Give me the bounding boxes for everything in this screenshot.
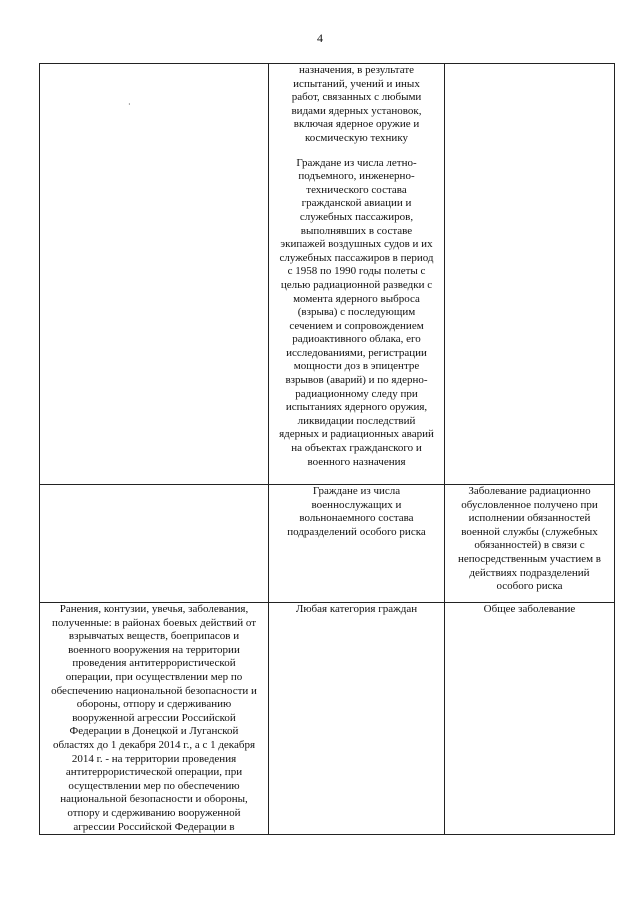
- table-cell-cause: Заболевание радиационно обусловленное получено при исполнении обязанностей военной службы (служебных обязанностей) в связи с непосредственным участием в действиях подразделений особого риска: [445, 485, 615, 603]
- table-cell-condition: [40, 485, 269, 603]
- table-cell-category: [269, 64, 445, 485]
- table-cell-condition: Ранения, контузии, увечья, заболевания, полученные: в районах боевых действий от взрывчатых веществ, боеприпасов и военного вооружения на территории проведения антитеррористической операции, при осуществлении мер по обеспечению национальной безопасности и обороны, отпору и сдерживанию вооруженной агрессии Российской Федерации в Донецкой и Луганской областях до 1 декабря 2014 г., а с 1 декабря 2014 г. - на территории проведения антитеррористической операции, при осуществлении мер по обеспечению национальной безопасности и обороны, отпору и сдерживанию вооруженной агрессии Российской Федерации в: [40, 603, 269, 835]
- stray-mark: ·: [128, 100, 131, 109]
- table-cell-category: Любая категория граждан: [269, 603, 445, 835]
- category-paragraph: назначения, в результате испытаний, учений и иных работ, связанных с любыми видами ядерных установок, включая ядерное оружие и космическую технику: [291, 64, 422, 144]
- table-cell-condition: [40, 64, 269, 485]
- table-cell-cause: [445, 64, 615, 485]
- category-paragraph: Граждане из числа летно- подъемного, инженерно- технического состава гражданской авиации и служебных пассажиров, выполнявших в составе экипажей воздушных судов и их служебных пассажиров в период с 1958 по 1990 годы полеты с целью радиационной разведки с момента ядерного выброса (взрыва) с последующим сечением и сопровождением радиоактивного облака, его исследованиями, регистрации мощности доз в эпицентре взрывов (аварий) и по ядерно- радиационному следу при испытаниях ядерного оружия, ликвидации последствий ядерных и радиационных аварий на объектах гражданского и военного назначения: [279, 156, 434, 468]
- document-table: [39, 63, 615, 835]
- table-row: [40, 603, 615, 835]
- table-cell-category: Граждане из числа военнослужащих и вольнонаемного состава подразделений особого риска: [269, 485, 445, 603]
- table-row: [40, 485, 615, 603]
- table-cell-cause: Общее заболевание: [445, 603, 615, 835]
- page-number: 4: [317, 31, 323, 45]
- table-row: [40, 64, 615, 485]
